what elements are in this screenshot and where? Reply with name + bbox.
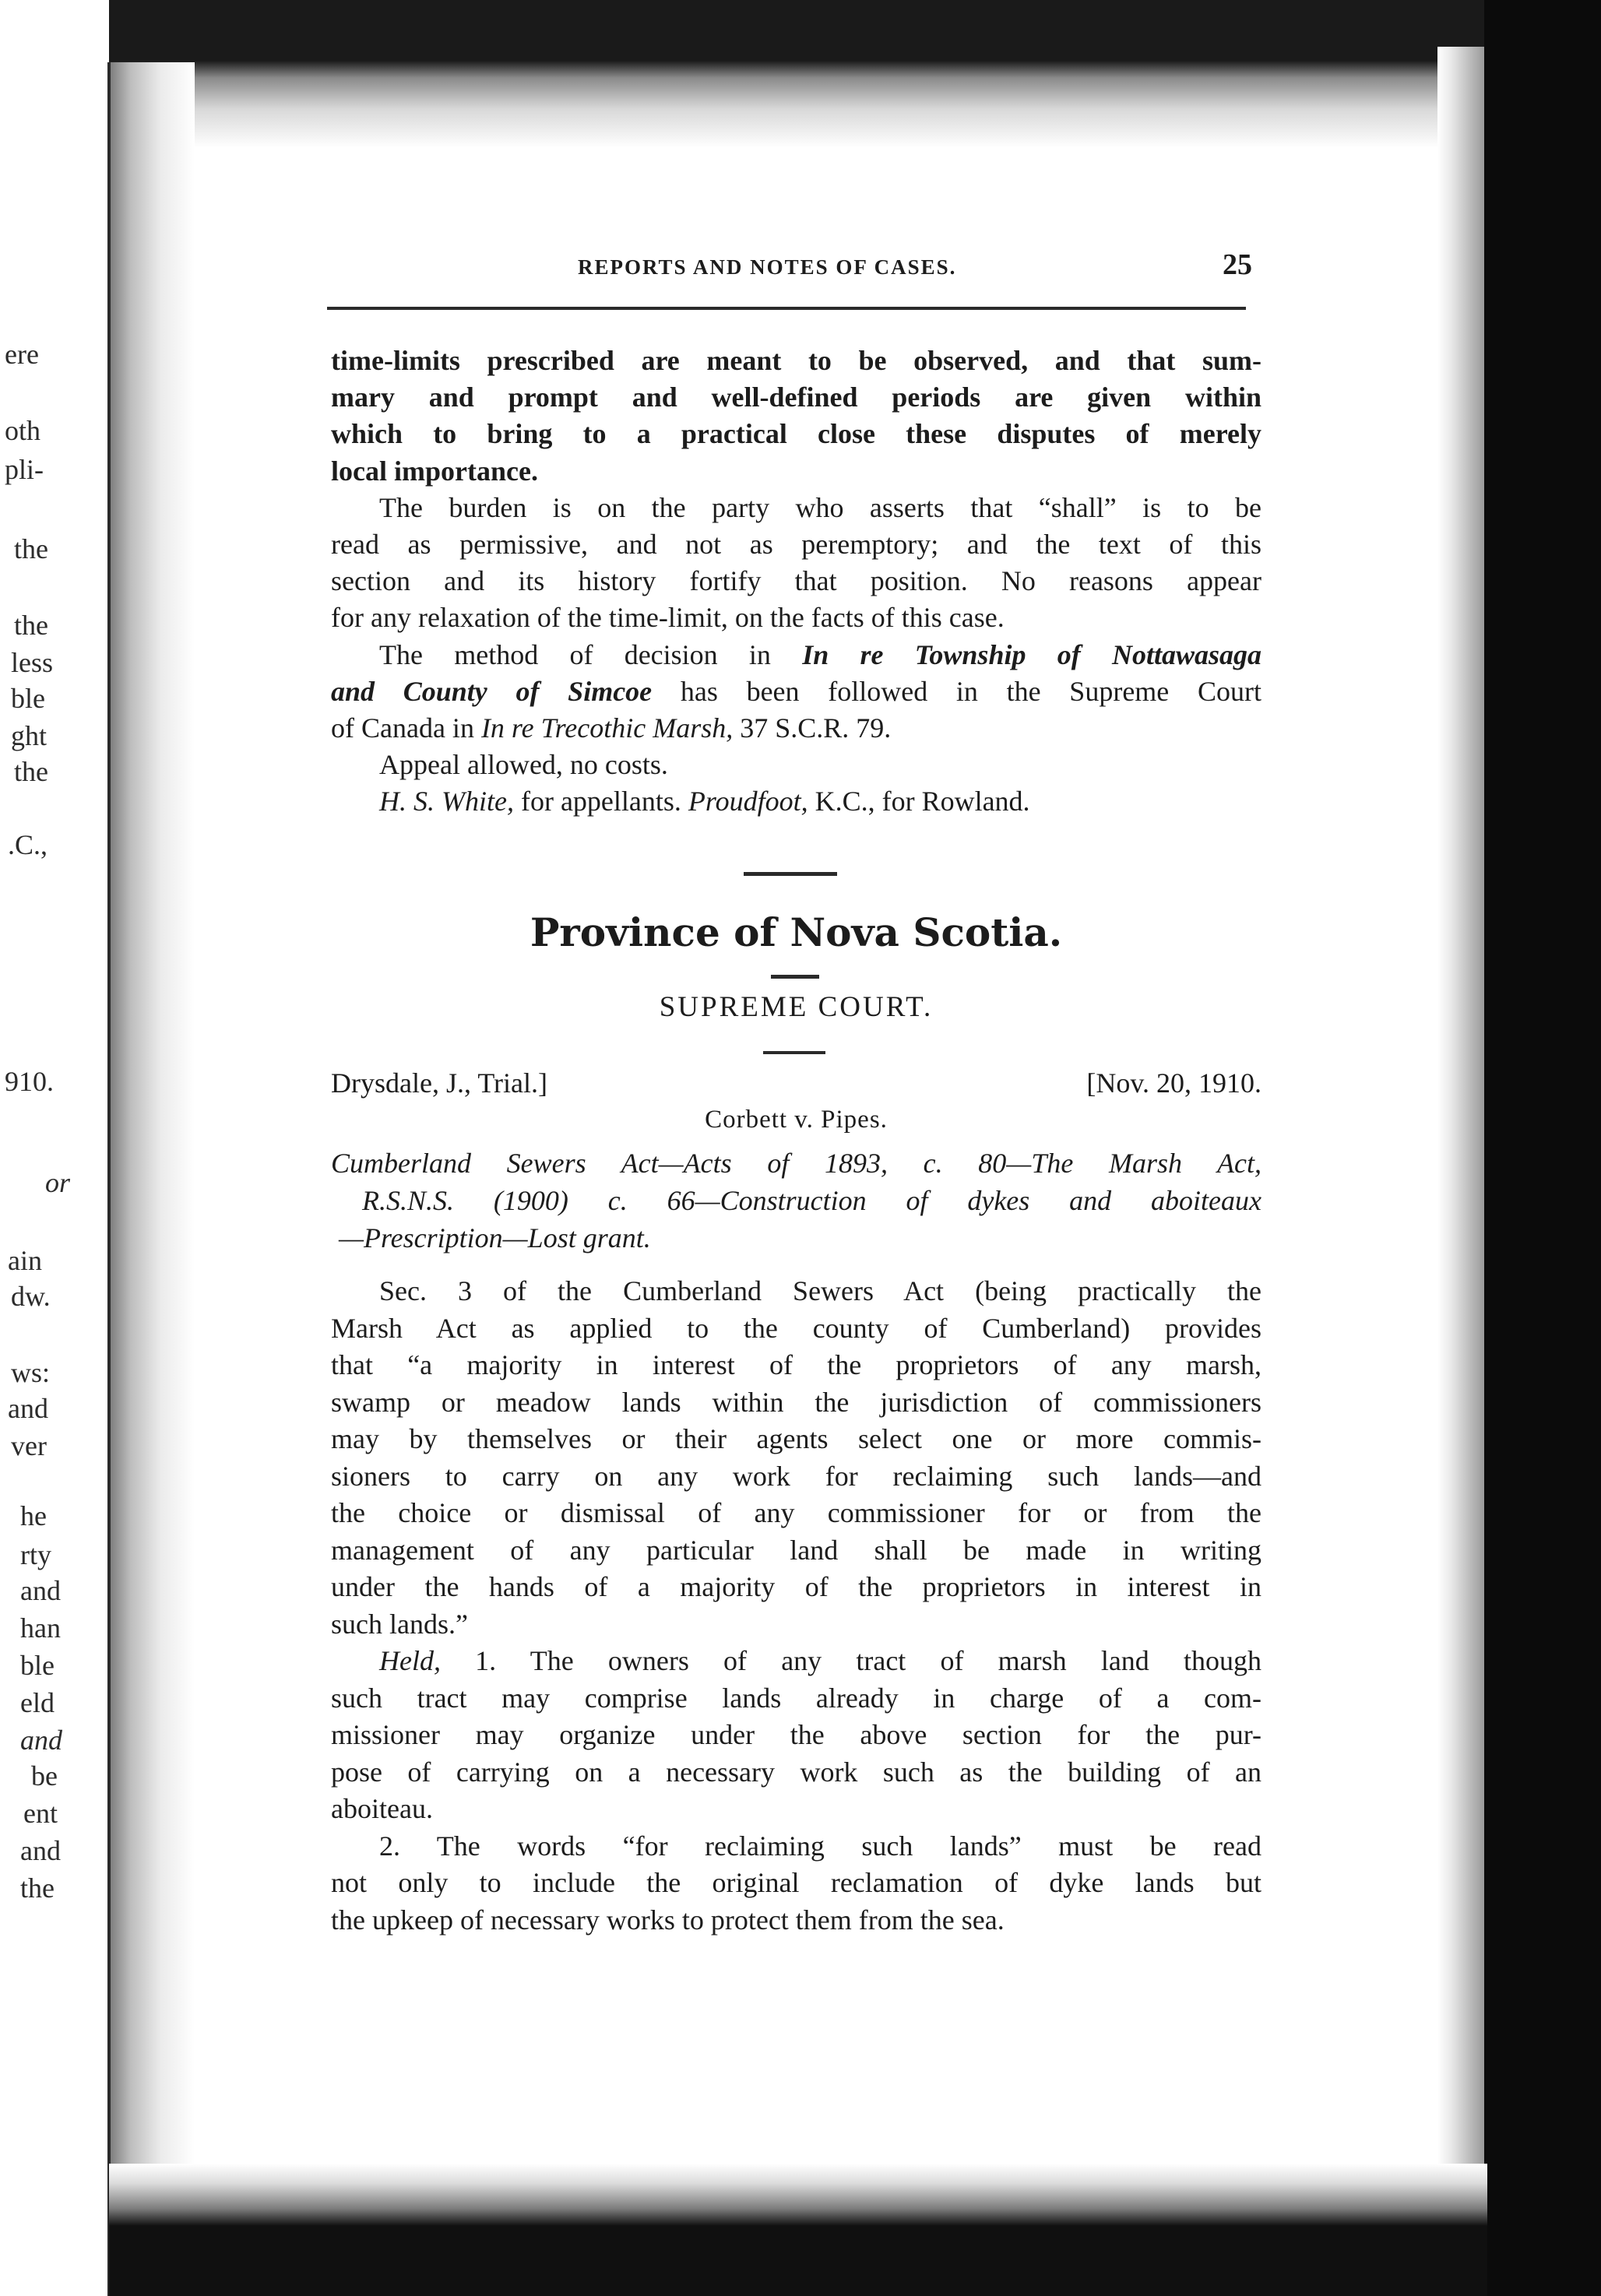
paragraph-line	[331, 637, 1261, 673]
facing-page-fragment: the	[14, 610, 48, 641]
judge: Drysdale, J., Trial.]	[331, 1067, 547, 1099]
facing-page-fragment: ain	[8, 1245, 42, 1276]
facing-page-fragment: pli-	[5, 454, 44, 485]
paragraph-line	[331, 673, 1261, 710]
paragraph-line: mary and prompt and well-defined periods are given within	[331, 381, 1261, 413]
counsel-name: Proudfoot,	[688, 786, 808, 817]
counsel-name: H. S. White,	[379, 786, 514, 817]
appeal-result: Appeal allowed, no costs.	[379, 749, 668, 781]
paragraph-line: Sec. 3 of the Cumberland Sewers Act (being practically the	[379, 1275, 1261, 1306]
paragraph-line: not only to include the original reclamation of dyke lands but	[331, 1867, 1261, 1898]
facing-page-fragment: 910.	[5, 1066, 54, 1097]
paragraph-line: the upkeep of necessary works to protect them from the sea.	[331, 1904, 1005, 1936]
scan-border-right	[1484, 0, 1601, 2296]
case-continuation	[331, 343, 1261, 821]
facing-page-fragment: ere	[5, 339, 39, 370]
header-rule	[327, 307, 1246, 310]
paragraph-line: sioners to carry on any work for reclaiming such lands—and	[331, 1460, 1261, 1492]
text-run: for appellants.	[513, 786, 688, 817]
held-label: Held,	[379, 1645, 441, 1676]
paragraph-line: such lands.”	[331, 1608, 468, 1640]
facing-page-fragment: ent	[23, 1798, 58, 1829]
facing-page-fragment: and	[20, 1575, 61, 1606]
facing-page-fragment: .C.,	[8, 829, 48, 860]
facing-page-fragment: han	[20, 1612, 61, 1644]
text-run: has been followed in the Supreme Court	[652, 675, 1261, 707]
text-run: of Canada in	[331, 712, 481, 744]
headnote	[331, 1144, 1261, 1257]
right-edge-shadow	[1437, 47, 1484, 2273]
facing-page-fragment: ble	[20, 1650, 55, 1681]
gutter-shadow	[109, 62, 195, 2296]
facing-page-fragment: ver	[11, 1430, 47, 1461]
paragraph-line: aboiteau.	[331, 1793, 433, 1824]
facing-page-fragment: and	[20, 1835, 61, 1866]
heading-rule	[763, 1051, 825, 1054]
headnote-line: —Prescription—Lost grant.	[339, 1222, 651, 1253]
counsel-line	[331, 783, 1261, 820]
facing-page-fragment: and	[20, 1725, 62, 1756]
paragraph-line: that “a majority in interest of the proprietors of any marsh,	[331, 1349, 1261, 1380]
case-citation: In re Township of Nottawasaga	[802, 638, 1261, 670]
running-head: REPORTS AND NOTES OF CASES.	[578, 255, 957, 279]
paragraph-line	[331, 1643, 1261, 1680]
paragraph-line: for any relaxation of the time-limit, on the facts of this case.	[331, 602, 1005, 634]
paragraph-line: the choice or dismissal of any commissioner for or from the	[331, 1497, 1261, 1528]
paragraph-line: read as permissive, and not as peremptory; and the text of this	[331, 529, 1261, 561]
book-spine	[107, 62, 111, 2296]
paragraph-line: missioner may organize under the above section for the pur-	[331, 1719, 1261, 1750]
paragraph-line: swamp or meadow lands within the jurisdiction of commissioners	[331, 1386, 1261, 1418]
facing-page-fragment: the	[20, 1872, 55, 1904]
facing-page-fragment: the	[14, 533, 48, 564]
paragraph-line: may by themselves or their agents select one or more commis-	[331, 1423, 1261, 1454]
paragraph-line: section and its history fortify that position. No reasons appear	[331, 565, 1261, 597]
paragraph-line: time-limits prescribed are meant to be observed, and that sum-	[331, 345, 1261, 376]
page-top-shadow	[109, 0, 1487, 148]
case-citation: In re Trecothic Marsh,	[480, 712, 734, 744]
facing-page-fragment: ght	[11, 720, 48, 751]
decision-date: [Nov. 20, 1910.	[1086, 1067, 1261, 1099]
paragraph-line	[331, 710, 1261, 747]
text-run: 1. The owners of any tract of marsh land though	[440, 1645, 1261, 1676]
section-divider	[744, 872, 837, 876]
facing-page-fragment: be	[31, 1760, 58, 1791]
facing-page-fragment: ws:	[11, 1357, 51, 1388]
paragraph-line: The burden is on the party who asserts that “shall” is to be	[379, 491, 1261, 523]
facing-page-fragment: ble	[11, 683, 45, 714]
page-number: 25	[1223, 248, 1252, 281]
facing-page-fragment: oth	[5, 415, 41, 446]
paragraph-line: under the hands of a majority of the proprietors in interest in	[331, 1571, 1261, 1602]
paragraph-line: management of any particular land shall be made in writing	[331, 1534, 1261, 1566]
heading-rule	[771, 975, 819, 979]
facing-page-fragment: the	[14, 756, 48, 787]
facing-page-fragment: he	[20, 1500, 47, 1531]
paragraph-line: local importance.	[331, 455, 538, 487]
case-citation: and County of Simcoe	[331, 675, 653, 707]
facing-page-fragment: less	[11, 647, 53, 678]
paragraph-line: Marsh Act as applied to the county of Cumberland) provides	[331, 1312, 1261, 1344]
case-summary	[331, 1273, 1261, 1939]
text-run: 37 S.C.R. 79.	[733, 712, 892, 744]
paragraph-line: such tract may comprise lands already in charge of a com-	[331, 1682, 1261, 1714]
facing-page-fragment: eld	[20, 1687, 55, 1718]
court-heading: SUPREME COURT.	[659, 991, 934, 1023]
paragraph-line: 2. The words “for reclaiming such lands” must be read	[379, 1830, 1261, 1862]
headnote-line: Cumberland Sewers Act—Acts of 1893, c. 80—The Marsh Act,	[331, 1148, 1261, 1179]
facing-page-fragment: or	[45, 1167, 71, 1198]
headnote-line: R.S.N.S. (1900) c. 66—Construction of dykes and aboiteaux	[362, 1185, 1261, 1216]
province-heading: Province of Nova Scotia.	[530, 909, 1063, 955]
paragraph-line: which to bring to a practical close these disputes of merely	[331, 418, 1261, 450]
paragraph-line: pose of carrying on a necessary work such as the building of an	[331, 1756, 1261, 1788]
text-run: K.C., for Rowland.	[808, 786, 1030, 817]
page-bottom-shadow	[109, 2164, 1487, 2296]
facing-page-fragment: dw.	[11, 1281, 51, 1312]
facing-page-fragment: rty	[20, 1539, 51, 1570]
text-run: The method of decision in	[379, 638, 803, 670]
case-title: Corbett v. Pipes.	[705, 1106, 888, 1134]
facing-page-fragment: and	[8, 1393, 48, 1424]
